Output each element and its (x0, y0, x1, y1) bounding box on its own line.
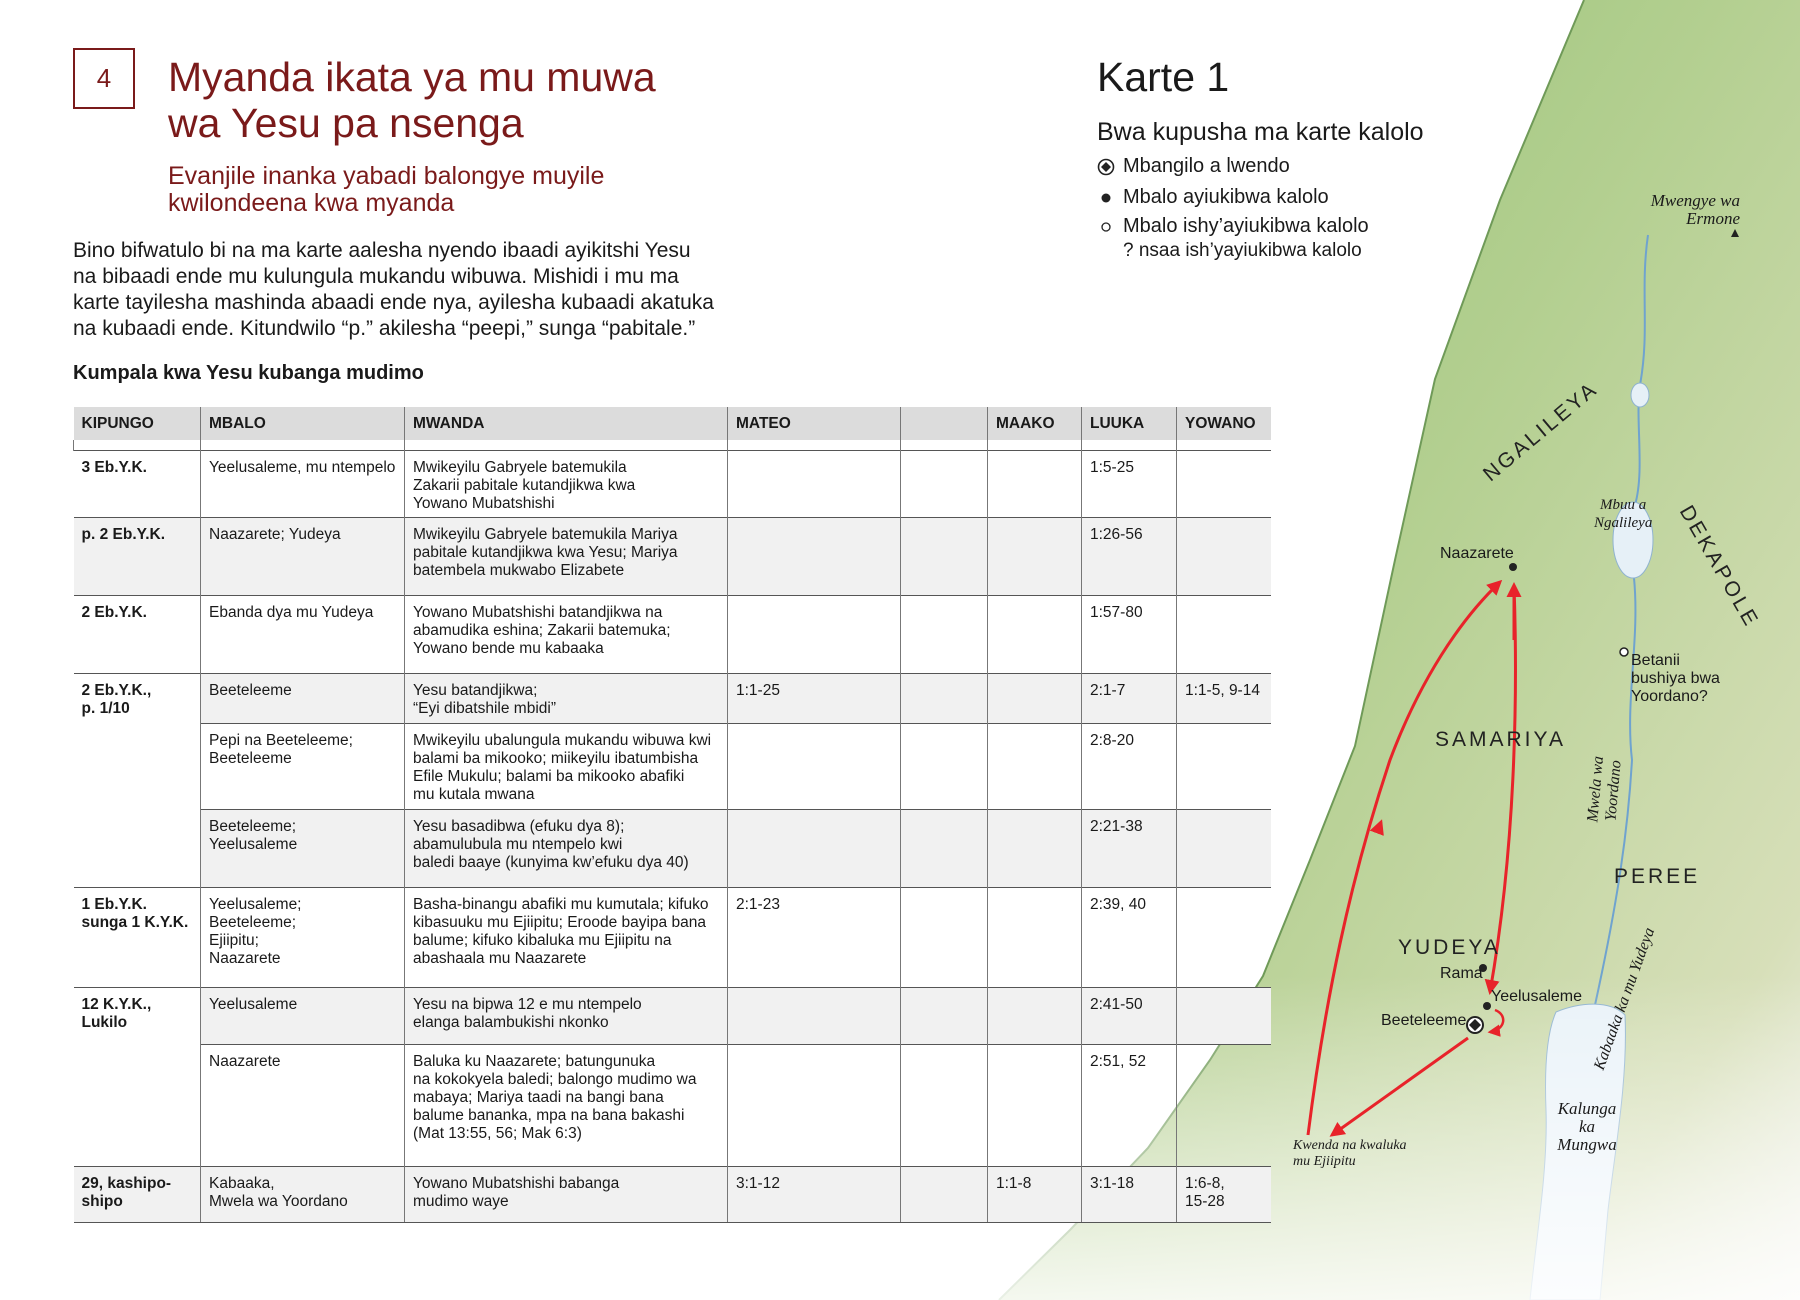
cell-mbalo: Beeteleeme; Yeelusaleme (201, 810, 405, 888)
yeelusaleme-dot-icon (1483, 1002, 1491, 1010)
cell-kipungo: 2 Eb.Y.K., p. 1/10 (74, 674, 201, 888)
table-header-row (74, 407, 1271, 440)
cell-maako (988, 1045, 1082, 1167)
label-kabaaka: Kabaaka ka mu Yudeya (1590, 925, 1659, 1073)
cell-kipungo: 1 Eb.Y.K. sunga 1 K.Y.K. (74, 888, 201, 988)
cell-luuka: 1:57-80 (1082, 596, 1177, 674)
cell-mateo (728, 810, 901, 888)
label-dekapole: DEKAPOLE (1674, 501, 1764, 632)
intro-line: Bino bifwatulo bi na ma karte aalesha nyendo ibaadi ayikitshi Yesu (73, 239, 691, 262)
map-title: Karte 1 (1097, 54, 1230, 100)
col-yowano: YOWANO (1177, 407, 1271, 440)
intro-line: na kubaadi ende. Kitundwilo “p.” akilesha “peepi,” sunga “pabitale.” (73, 317, 696, 340)
cell-mateo: 2:1-23 (728, 888, 901, 988)
subtitle-line-1: Evanjile inanka yabadi balongye muyile (168, 162, 605, 190)
cell-luuka: 1:26-56 (1082, 518, 1177, 596)
table-row (74, 888, 1271, 988)
col-maako: MAAKO (988, 407, 1082, 440)
cell-blank (901, 724, 988, 810)
label-ngalileya: NGALILEYA (1478, 377, 1603, 487)
label-peree: PEREE (1614, 865, 1701, 888)
table-row (74, 1045, 1271, 1167)
cell-blank (901, 451, 988, 518)
legend-item (1097, 240, 1362, 262)
title-line-2: wa Yesu pa nsenga (168, 100, 524, 146)
cell-blank (901, 1045, 988, 1167)
cell-mwanda: Yesu na bipwa 12 e mu ntempelo elanga balambukishi nkonko (405, 988, 728, 1045)
legend-item (1097, 155, 1290, 178)
cell-luuka: 2:8-20 (1082, 724, 1177, 810)
table-row (74, 988, 1271, 1045)
cell-yowano (1177, 888, 1271, 988)
title-line-1: Myanda ikata ya mu muwa (168, 54, 656, 100)
legend-label: Mbalo ishy’ayiukibwa kalolo (1123, 215, 1369, 237)
cell-mwanda: Mwikeyilu Gabryele batemukila Zakarii pabitale kutandjikwa kwa Yowano Mubatshishi (405, 451, 728, 518)
table-row (74, 810, 1271, 888)
label-samariya: SAMARIYA (1435, 728, 1566, 751)
cell-mbalo: Yeelusaleme (201, 988, 405, 1045)
cell-blank (901, 596, 988, 674)
cell-mbalo: Naazarete (201, 1045, 405, 1167)
cell-mbalo: Kabaaka, Mwela wa Yoordano (201, 1167, 405, 1223)
cell-kipungo: 2 Eb.Y.K. (74, 596, 201, 674)
cell-mateo (728, 724, 901, 810)
cell-mateo: 3:1-12 (728, 1167, 901, 1223)
cell-mateo (728, 596, 901, 674)
col-blank (901, 407, 988, 440)
cell-mateo (728, 518, 901, 596)
cell-blank (901, 810, 988, 888)
cell-maako (988, 451, 1082, 518)
cell-kipungo: 3 Eb.Y.K. (74, 451, 201, 518)
cell-mateo (728, 1045, 901, 1167)
cell-mwanda: Yesu batandjikwa; “Eyi dibatshile mbidi” (405, 674, 728, 724)
legend-item (1097, 186, 1329, 209)
cell-mbalo: Ebanda dya mu Yudeya (201, 596, 405, 674)
cell-mwanda: Baluka ku Naazarete; batungunuka na kokokyela baledi; balongo mudimo wa mabaya; Mariya taadi na bangi bana balume bananka, mpa na bana bakashi (Mat 13:55, 56; Mak 6:3) (405, 1045, 728, 1167)
cell-maako (988, 888, 1082, 988)
cell-yowano: 1:6-8, 15-28 (1177, 1167, 1271, 1223)
cell-mwanda: Yowano Mubatshishi batandjikwa na abamudika eshina; Zakarii batemuka; Yowano bende mu kabaaka (405, 596, 728, 674)
cell-kipungo: 12 K.Y.K., Lukilo (74, 988, 201, 1167)
cell-mwanda: Mwikeyilu ubalungula mukandu wibuwa kwi balami ba mikooko; miikeyilu ibatumbisha Efile Mukulu; balami ba mikooko abafiki mu kutala mwana (405, 724, 728, 810)
section-title: Kumpala kwa Yesu kubanga mudimo (73, 362, 424, 384)
label-mwela: Mwela wa Yoordano (1584, 755, 1625, 823)
cell-mateo (728, 451, 901, 518)
known-place-dot-icon (1097, 189, 1115, 207)
cell-yowano (1177, 810, 1271, 888)
page-subtitle (168, 163, 868, 217)
table-row (74, 518, 1271, 596)
legend-title: Bwa kupusha ma karte kalolo (1097, 118, 1424, 146)
cell-mwanda: Yesu basadibwa (efuku dya 8); abamulubula mu ntempelo kwi baledi baaye (kunyima kw’efuku dya 40) (405, 810, 728, 888)
legend-label: ? nsaa ish’yayiukibwa kalolo (1123, 240, 1362, 261)
legend-label: Mbangilo a lwendo (1123, 155, 1290, 177)
table-row (74, 1167, 1271, 1223)
cell-yowano (1177, 988, 1271, 1045)
table-row (74, 674, 1271, 724)
intro-paragraph (73, 238, 833, 342)
table-row (74, 596, 1271, 674)
unknown-place-circle-icon (1097, 218, 1115, 236)
events-table (73, 407, 1271, 1223)
label-yeelusaleme: Yeelusaleme (1491, 988, 1583, 1005)
cell-luuka: 2:51, 52 (1082, 1045, 1177, 1167)
page-title (168, 54, 968, 146)
label-naazarete: Naazarete (1440, 545, 1514, 562)
col-mwanda: MWANDA (405, 407, 728, 440)
label-beeteleeme: Beeteleeme (1381, 1012, 1467, 1029)
label-betanii: Betanii bushiya bwa Yoordano? (1631, 652, 1720, 705)
table-row (74, 451, 1271, 518)
cell-yowano (1177, 724, 1271, 810)
cell-yowano: 1:1-5, 9-14 (1177, 674, 1271, 724)
label-mbuu: Mbuu a Ngalileya (1594, 497, 1653, 531)
intro-line: karte tayilesha mashinda abaadi ende nya, ayilesha kubaadi akatuka (73, 291, 714, 314)
cell-mateo: 1:1-25 (728, 674, 901, 724)
cell-mwanda: Mwikeyilu Gabryele batemukila Mariya pabitale kutandjikwa kwa Yesu; Mariya batembela mukwabo Elizabete (405, 518, 728, 596)
legend-item (1097, 215, 1369, 238)
cell-mateo (728, 988, 901, 1045)
cell-yowano (1177, 518, 1271, 596)
cell-mbalo: Pepi na Beeteleeme; Beeteleeme (201, 724, 405, 810)
cell-maako: 1:1-8 (988, 1167, 1082, 1223)
cell-maako (988, 596, 1082, 674)
cell-maako (988, 724, 1082, 810)
cell-luuka: 3:1-18 (1082, 1167, 1177, 1223)
cell-luuka: 2:39, 40 (1082, 888, 1177, 988)
subtitle-line-2: kwilondeena kwa myanda (168, 189, 455, 217)
cell-maako (988, 518, 1082, 596)
section-number-badge: 4 (73, 48, 135, 109)
betanii-circle-icon (1620, 648, 1628, 656)
label-rama: Rama (1440, 965, 1483, 982)
label-kalunga: Kalunga ka Mungwa (1557, 1099, 1617, 1154)
naazarete-dot-icon (1509, 563, 1517, 571)
cell-luuka: 1:5-25 (1082, 451, 1177, 518)
cell-blank (901, 888, 988, 988)
label-yudeya: YUDEYA (1398, 936, 1501, 959)
cell-kipungo: 29, kashipo- shipo (74, 1167, 201, 1223)
cell-maako (988, 810, 1082, 888)
cell-yowano (1177, 451, 1271, 518)
label-ejiipitu: Kwenda na kwaluka mu Ejiipitu (1293, 1138, 1407, 1169)
cell-mbalo: Yeelusaleme; Beeteleeme; Ejiipitu; Naazarete (201, 888, 405, 988)
cell-blank (901, 1167, 988, 1223)
col-kipungo: KIPUNGO (74, 407, 201, 440)
cell-blank (901, 518, 988, 596)
cell-yowano (1177, 1045, 1271, 1167)
cell-blank (901, 674, 988, 724)
cell-maako (988, 988, 1082, 1045)
legend-label: Mbalo ayiukibwa kalolo (1123, 186, 1329, 208)
cell-blank (901, 988, 988, 1045)
cell-yowano (1177, 596, 1271, 674)
table-row (74, 724, 1271, 810)
cell-kipungo: p. 2 Eb.Y.K. (74, 518, 201, 596)
cell-luuka: 2:1-7 (1082, 674, 1177, 724)
cell-mwanda: Yowano Mubatshishi babanga mudimo waye (405, 1167, 728, 1223)
start-point-icon (1097, 158, 1115, 176)
col-luuka: LUUKA (1082, 407, 1177, 440)
cell-maako (988, 674, 1082, 724)
col-mbalo: MBALO (201, 407, 405, 440)
intro-line: na bibaadi ende mu kulungula mukandu wibuwa. Mishidi i mu ma (73, 265, 679, 288)
cell-mbalo: Beeteleeme (201, 674, 405, 724)
label-ermone: Mwengye wa Ermone (1650, 191, 1740, 228)
table-spacer (74, 440, 1271, 451)
cell-luuka: 2:41-50 (1082, 988, 1177, 1045)
cell-luuka: 2:21-38 (1082, 810, 1177, 888)
beeteleeme-start-icon (1467, 1017, 1483, 1033)
col-mateo: MATEO (728, 407, 901, 440)
cell-mbalo: Yeelusaleme, mu ntempelo (201, 451, 405, 518)
cell-mwanda: Basha-binangu abafiki mu kumutala; kifuko kibasuuku mu Ejiipitu; Eroode bayipa bana balume; kifuko kibaluka mu Ejiipitu na abashaala mu Naazarete (405, 888, 728, 988)
cell-mbalo: Naazarete; Yudeya (201, 518, 405, 596)
